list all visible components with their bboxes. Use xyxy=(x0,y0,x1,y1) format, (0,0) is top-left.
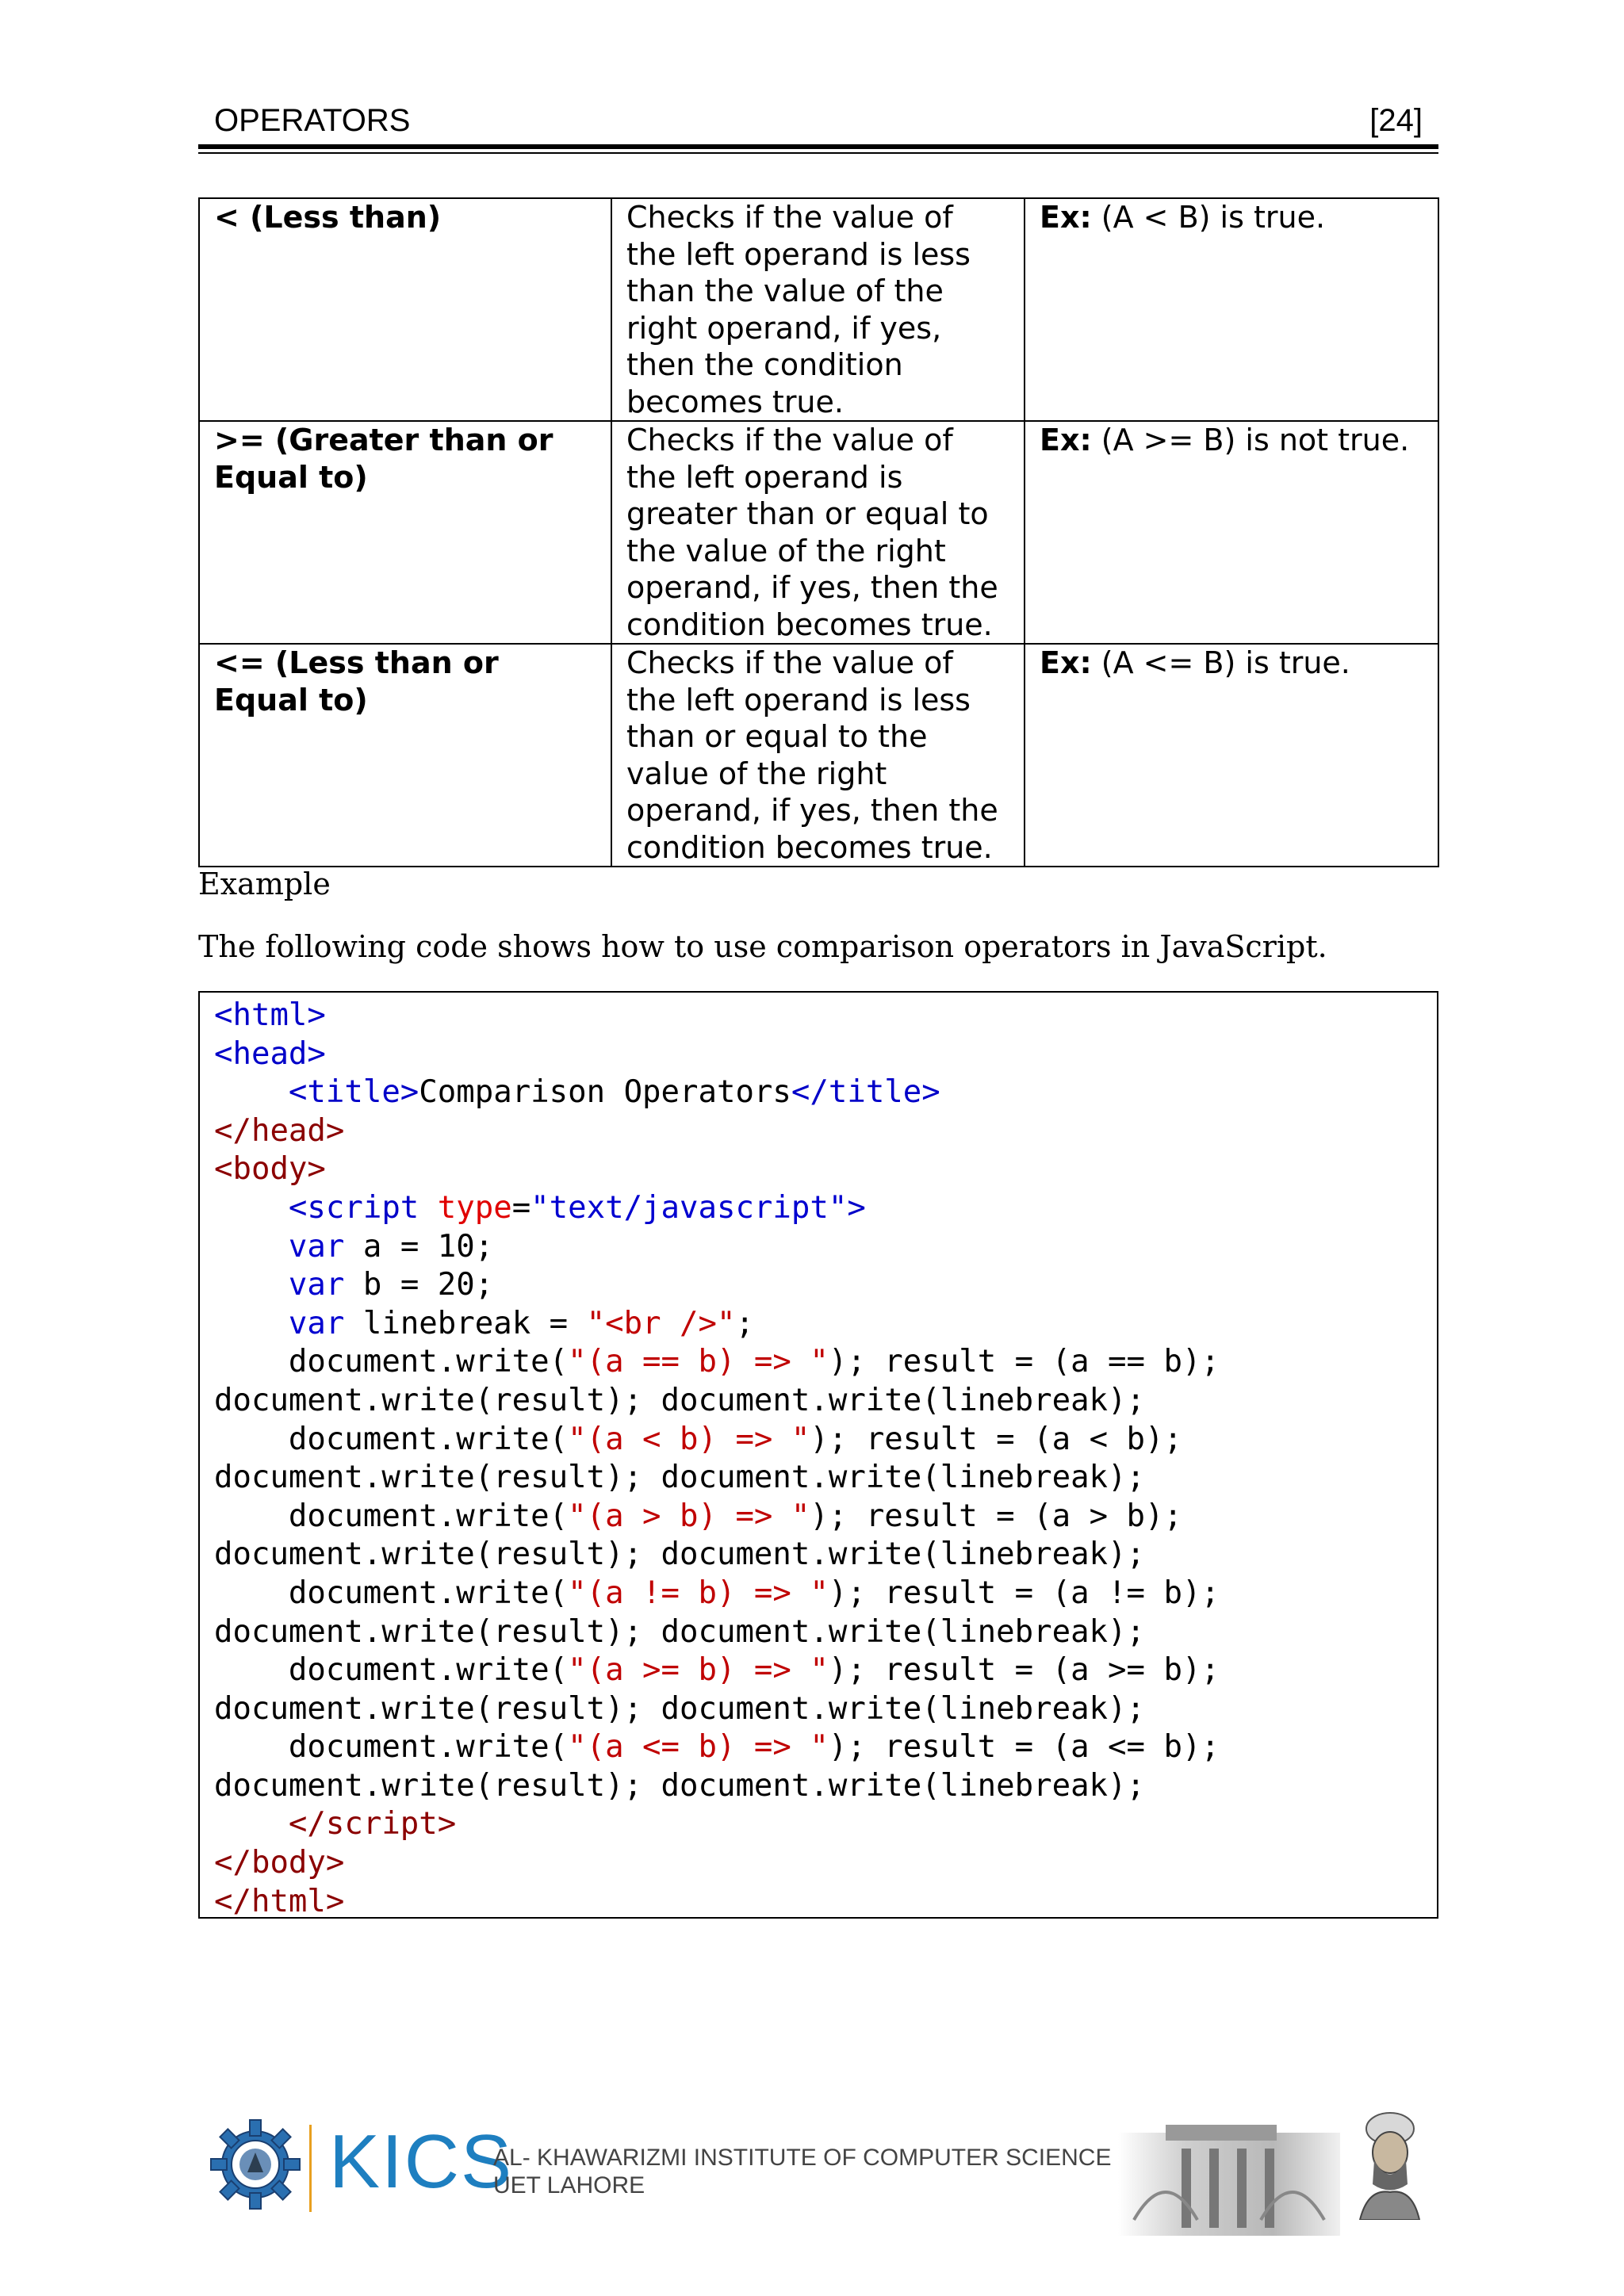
code-listing: <html> <head> <title>Comparison Operators</title> </head> <body> <script type="text/javascript"> var a = 10; var b = 20; var linebreak = "<br />"; document.write("(a == b) => "); result = (a == b); document.write(result); document.write(linebreak); document.write("(a < b) => "); result = (a < b); document.write(result); document.write(linebreak); document.write("(a > b) => "); result = (a > b); document.write(result); document.write(linebreak); document.write("(a != b) => "); result = (a != b); document.write(result); document.write(linebreak); document.write("(a >= b) => "); result = (a >= b); document.write(result); document.write(linebreak); document.write("(a <= b) => "); result = (a <= b); document.write(result); document.write(linebreak); </script> </body> </html> xyxy=(214,997,1220,1919)
kics-logo-text: KICS xyxy=(329,2119,514,2204)
operator-description-cell: Checks if the value of the left operand is greater than or equal to the value of the right operand, if yes, then the condition becomes true. xyxy=(611,421,1025,644)
operator-example-cell: Ex: (A >= B) is not true. xyxy=(1025,421,1438,644)
operator-name-cell: < (Less than) xyxy=(199,198,611,421)
scholar-portrait-icon xyxy=(1352,2109,1427,2220)
header-rule-thin xyxy=(198,152,1438,154)
operator-example-cell: Ex: (A <= B) is true. xyxy=(1025,644,1438,867)
table-row xyxy=(199,421,1438,644)
operator-description-cell: Checks if the value of the left operand is less than or equal to the value of the right operand, if yes, then the condition becomes true. xyxy=(611,644,1025,867)
page-footer xyxy=(198,2109,1438,2236)
example-heading: Example xyxy=(198,867,331,901)
institute-name: AL- KHAWARIZMI INSTITUTE OF COMPUTER SCIENCE xyxy=(493,2145,1112,2171)
table-row xyxy=(199,198,1438,421)
building-image-icon xyxy=(1118,2117,1340,2236)
chapter-title: OPERATORS xyxy=(214,103,411,138)
code-block xyxy=(198,991,1438,1919)
header-rule-thick xyxy=(198,144,1438,149)
operator-name-cell: >= (Greater than or Equal to) xyxy=(199,421,611,644)
page-number: [24] xyxy=(1369,103,1423,138)
uet-gear-logo-icon xyxy=(208,2117,303,2212)
example-intro: The following code shows how to use comparison operators in JavaScript. xyxy=(198,929,1327,964)
page-header xyxy=(198,103,1438,147)
operator-description-cell: Checks if the value of the left operand is less than the value of the right operand, if yes, then the condition becomes true. xyxy=(611,198,1025,421)
institute-location: UET LAHORE xyxy=(493,2172,645,2198)
logo-divider xyxy=(309,2125,312,2212)
operators-table xyxy=(198,197,1439,867)
table-row xyxy=(199,644,1438,867)
operator-name-cell: <= (Less than or Equal to) xyxy=(199,644,611,867)
operator-example-cell: Ex: (A < B) is true. xyxy=(1025,198,1438,421)
